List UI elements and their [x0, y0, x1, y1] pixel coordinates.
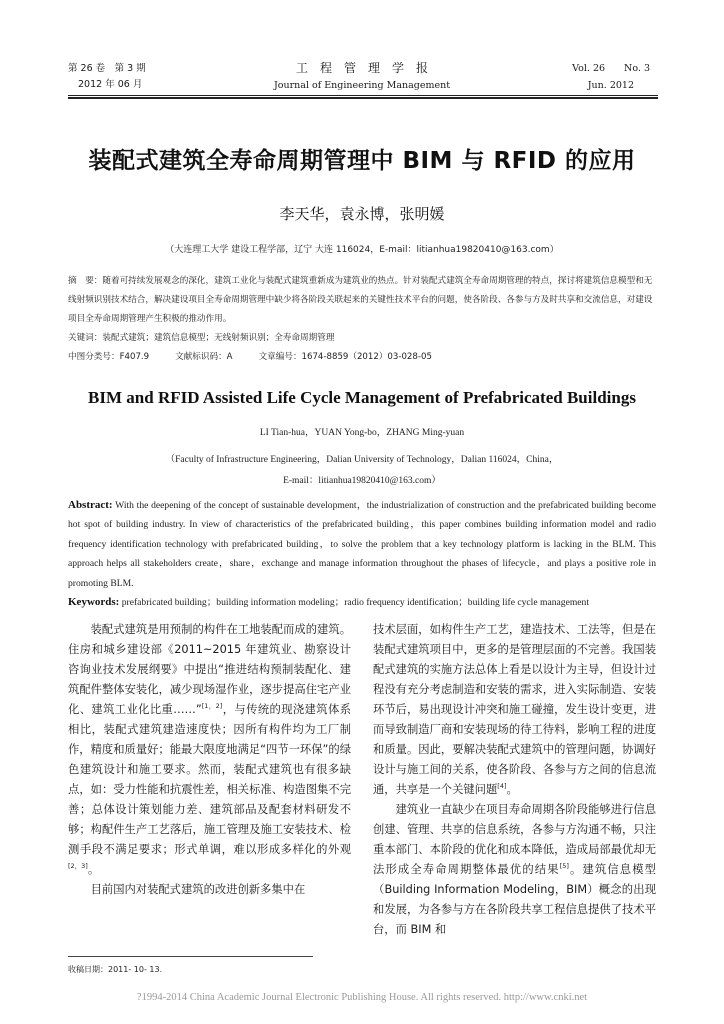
- citation[interactable]: [4]: [497, 782, 507, 790]
- page-title-cn: 装配式建筑全寿命周期管理中 BIM 与 RFID 的应用: [88, 148, 636, 174]
- article-number: 文章编号：1674-8859（2012）03-028-05: [258, 352, 432, 362]
- abstract-en: [68, 496, 656, 593]
- header-rule-top: [68, 95, 658, 96]
- classification-line: [68, 348, 658, 367]
- keywords-en: [68, 593, 656, 612]
- keywords-en-label: Keywords:: [68, 596, 120, 609]
- footnote-rule: [68, 956, 313, 957]
- keywords-cn-label: 关键词：: [68, 333, 103, 343]
- page-title-en: BIM and RFID Assisted Life Cycle Management of Prefabricated Buildings: [88, 388, 636, 407]
- abstract-cn-text: 随着可持续发展观念的深化，建筑工业化与装配式建筑重新成为建筑业的热点。针对装配式建筑全寿命周期管理的特点，探讨将建筑信息模型和无线射频识别技术结合，解决建设项目全寿命周期管理中缺少将各阶段关联起来的关键性技术平台的问题，使各阶段、各参与方及时共享和交流信息，对建设项目全寿命周期管理产生积极的推动作用。: [68, 276, 653, 324]
- copyright-footer: ?1994-2014 China Academic Journal Electronic Publishing House. All rights reserved. http://www.cnki.net: [136, 992, 588, 1003]
- authors-cn: 李天华，袁永博，张明媛: [279, 205, 445, 223]
- body-paragraph: [373, 800, 656, 940]
- body-text: 目前国内对装配式建筑的改进创新多集中在: [90, 883, 306, 896]
- body-text: 。: [506, 783, 518, 796]
- body-text: 技术层面，如构件生产工艺，建造技术、工法等，但是在装配式建筑项目中，更多的是管理层面的不完善。我国装配式建筑的实施方法总体上看是以设计为主导，但设计过程没有充分考虑制造和安装的需求，进入实际制造、安装环节后，易出现设计冲突和施工碰撞，发生设计变更，进而导致制造厂商和安装现场的待工待料，影响工程的进度和质量。因此，要解决装配式建筑中的管理问题，协调好设计与施工间的关系，使各阶段、各参与方之间的信息流通，共享是一个关键问题: [373, 623, 656, 796]
- header-journal-cn: 工 程 管 理 学 报: [295, 61, 428, 75]
- abstract-cn-block: [68, 272, 658, 367]
- body-paragraph: [373, 620, 656, 800]
- header-volume-en: Vol. 26 No. 3: [572, 63, 650, 74]
- citation[interactable]: [5]: [559, 862, 569, 870]
- citation[interactable]: [2，3]: [68, 862, 88, 870]
- abstract-en-label: Abstract:: [68, 499, 113, 511]
- affiliation-cn: （大连理工大学 建设工程学部，辽宁 大连 116024，E-mail：litianhua19820410@163.com）: [165, 245, 559, 255]
- header-rule-bottom: [68, 97, 658, 99]
- header-date-en: Jun. 2012: [587, 80, 634, 91]
- body-text: ，与传统的现浇建筑体系相比，装配式建筑建造速度快；因所有构件均为工厂制作，精度和质量好；能最大限度地满足“四节一环保”的绿色建筑设计和施工要求。然而，装配式建筑也有很多缺点，如：受力性能和抗震性差，相关标准、构造图集不完善；总体设计策划能力差、建筑部品及配套材料研发不够；构配件生产工艺落后，施工管理及施工安装技术、检测手段不满足要求；形式单调，难以形成多样化的外观: [68, 703, 351, 856]
- abstract-cn-label: 摘 要：: [68, 276, 103, 286]
- authors-en: LI Tian-hua，YUAN Yong-bo，ZHANG Ming-yuan: [259, 428, 465, 438]
- clc-number: 中图分类号：F407.9: [68, 352, 150, 362]
- header-journal-en: Journal of Engineering Management: [273, 80, 451, 91]
- affiliation-en: （Faculty of Infrastructure Engineering，Dalian University of Technology，Dalian 116024，China，: [165, 455, 559, 465]
- body-text: 。建筑信息模型（Building Information Modeling，BIM）概念的出现和发展，为各参与方在各阶段共享工程信息提供了技术平台，而 BIM 和: [373, 863, 656, 936]
- received-date: 收稿日期：2011- 10- 13.: [68, 965, 163, 974]
- body-column-right: [373, 620, 656, 940]
- keywords-en-text: prefabricated building；building information modeling；radio frequency identification；building life cycle management: [121, 597, 590, 609]
- body-text: 装配式建筑是用预制的构件在工地装配而成的建筑。住房和城乡建设部《2011~2015 年建筑业、勘察设计咨询业技术发展纲要》中提出“推进结构预制装配化、建筑配件整体安装化，减少现场湿作业，逐步提高住宅产业化、建筑工业化比重……”: [68, 623, 351, 716]
- body-column-left: [68, 620, 351, 900]
- body-text: 建筑业一直缺少在项目寿命周期各阶段能够进行信息创建、管理、共享的信息系统，各参与方沟通不畅，只注重本部门、本阶段的优化和成本降低，造成局部最优却无法形成全寿命周期整体最优的结果: [373, 803, 656, 876]
- keywords-cn-text: 装配式建筑；建筑信息模型；无线射频识别；全寿命周期管理: [102, 333, 335, 343]
- body-paragraph: [68, 880, 351, 900]
- abstract-en-text: With the deepening of the concept of sustainable development，the industrialization of construction and the prefabricated building become hot spot of building industry. In view of characteristics of the prefabricated building，this paper combines building information model and radio frequency identification technology with prefabricated building，to solve the problem that a key technology platform is lacking in the BLM. This approach helps all stakeholders create，share，exchange and manage information throughout the phases of lifecycle，and plays a positive role in promoting BLM.: [68, 500, 656, 589]
- document-code: 文献标识码：A: [175, 352, 233, 362]
- keywords-cn: [68, 329, 658, 348]
- email-en: E-mail：litianhua19820410@163.com）: [283, 476, 441, 486]
- abstract-cn: [68, 272, 658, 329]
- header-volume-cn: 第 26 卷 第 3 期: [68, 63, 146, 74]
- citation[interactable]: [1，2]: [201, 702, 223, 710]
- body-paragraph: [68, 620, 351, 880]
- body-text: 。: [87, 863, 100, 876]
- abstract-en-block: [68, 496, 656, 612]
- header-date-cn: 2012 年 06 月: [78, 79, 143, 90]
